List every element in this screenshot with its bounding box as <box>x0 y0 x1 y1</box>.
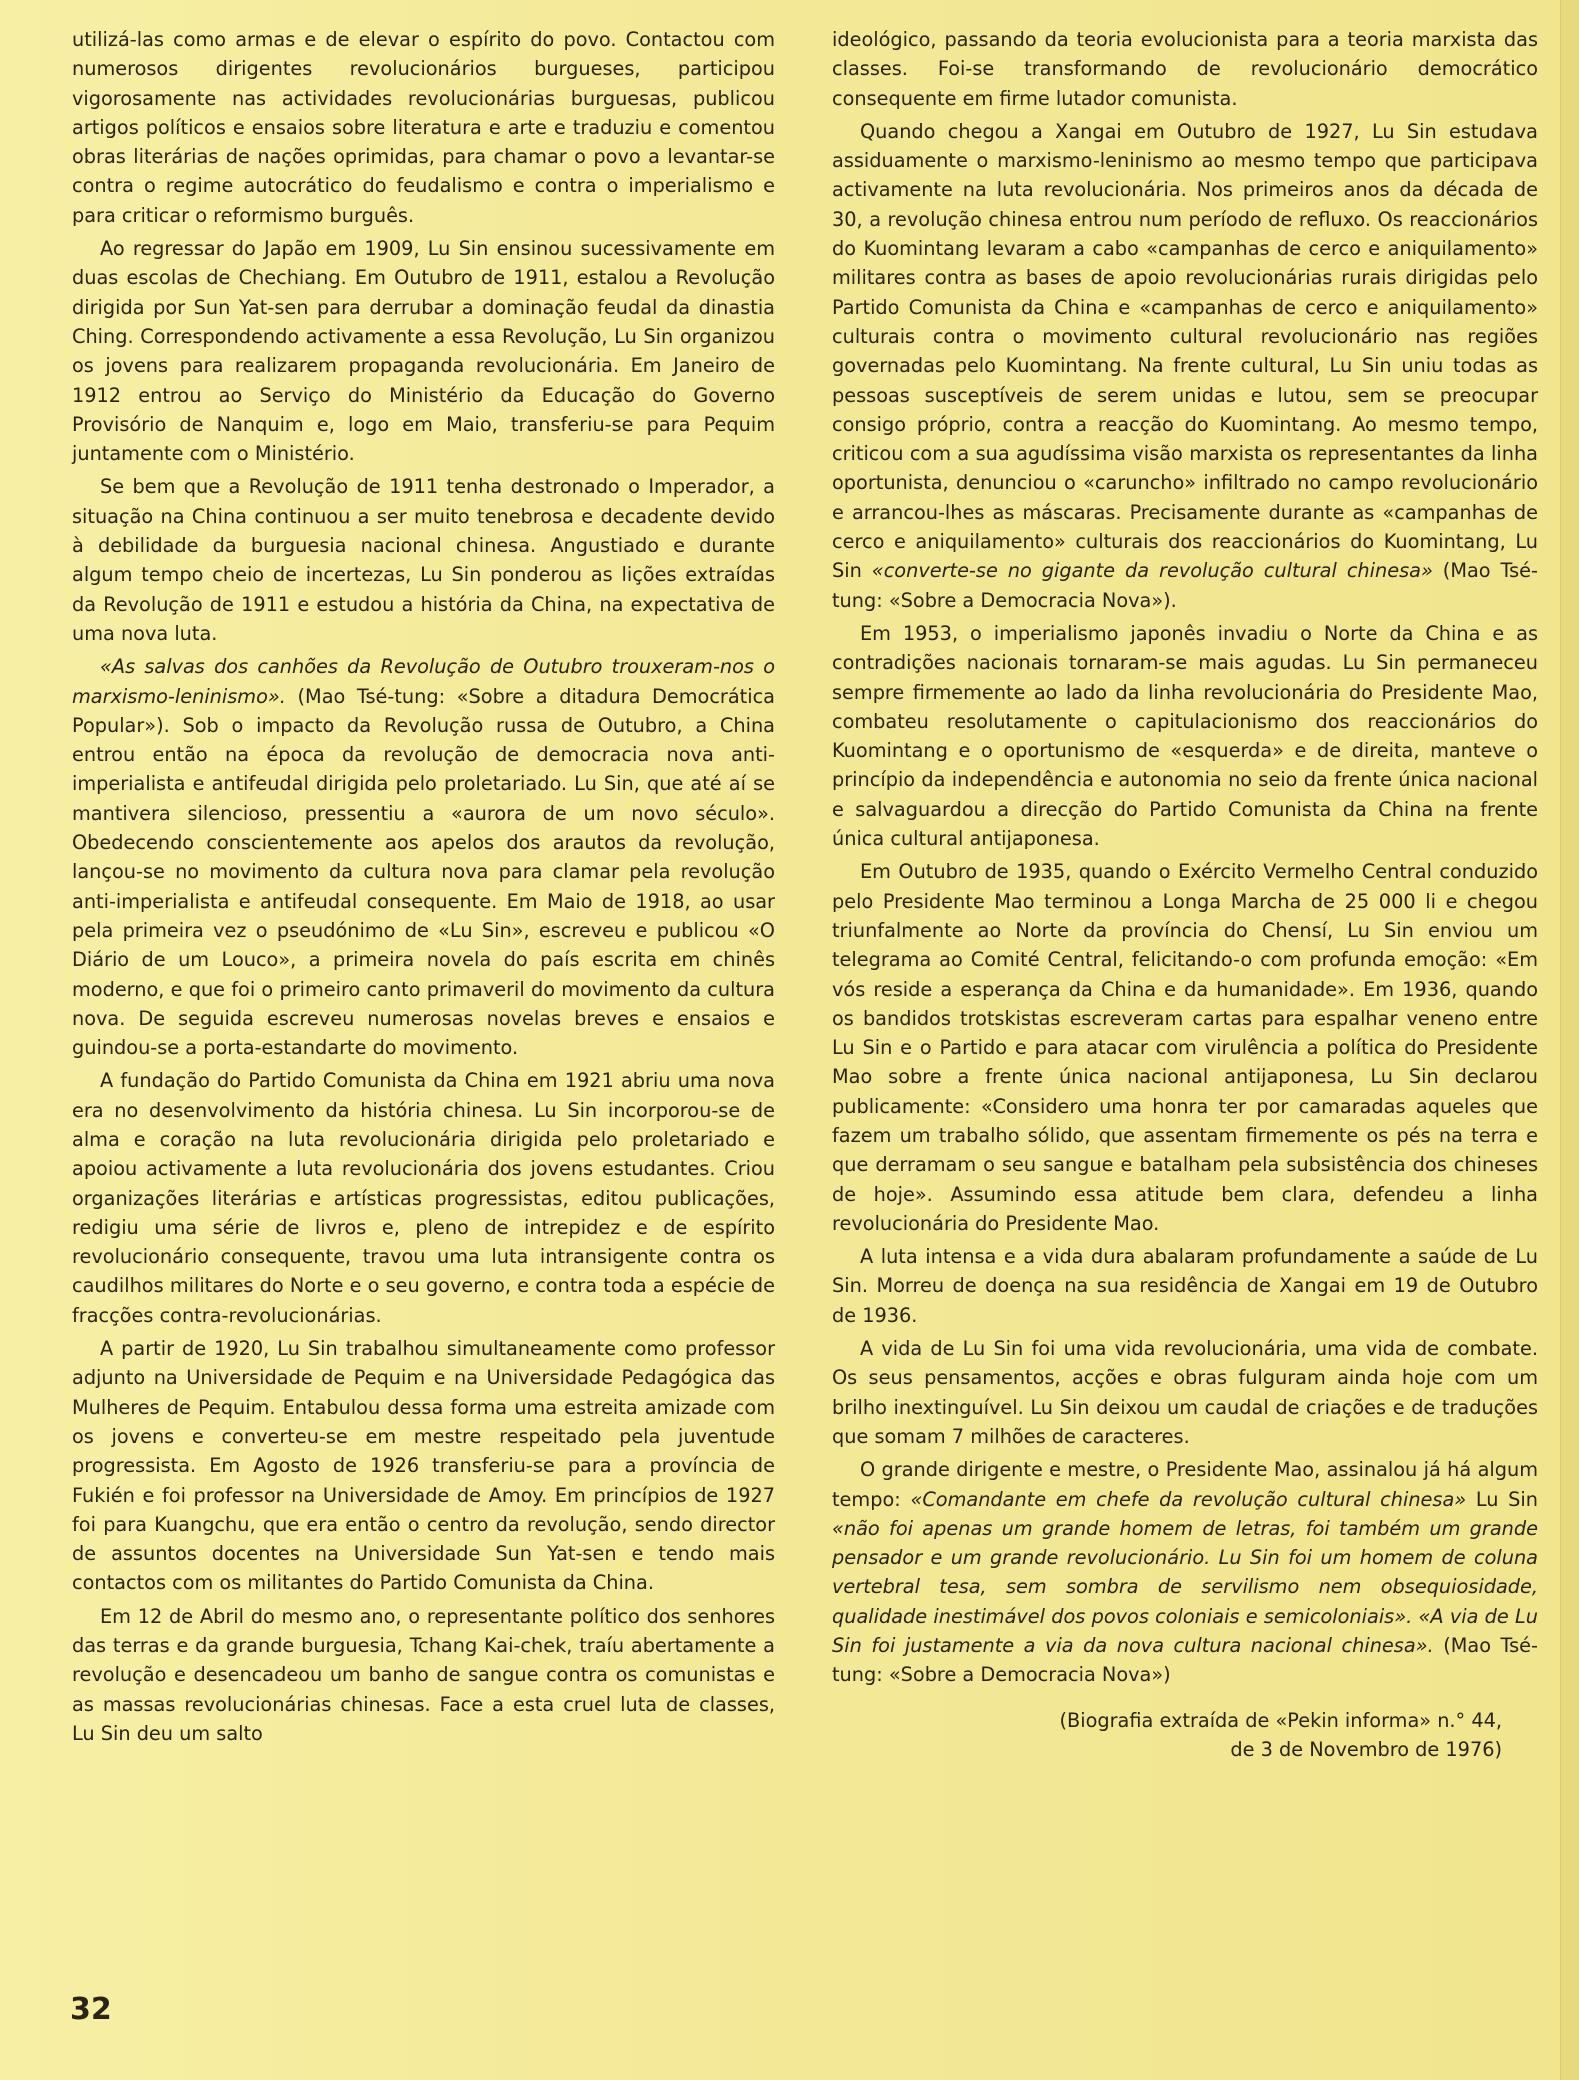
quotation: «As salvas dos canhões da Revolução de Outubro trouxeram-nos o marxismo-leninismo». <box>72 655 775 708</box>
paragraph: ideológico, passando da teoria evolucionista para a teoria marxista das classes. Foi-se transformando de revolucionário democrático consequente em firme lutador comunista. <box>832 28 1538 110</box>
paragraph: «As salvas dos canhões da Revolução de Outubro trouxeram-nos o marxismo-leninismo». (Mao Tsé-tung: «Sobre a ditadura Democrática Popular»). Sob o impacto da Revolução russa de Outubro, a China entrou então na época da revolução de democracia nova anti-imperialista e antifeudal dirigida pelo proletariado. Lu Sin, que até aí se mantivera silencioso, pressentiu a «aurora de um novo século». Obedecendo conscientemente aos apelos dos arautos da revolução, lançou-se no movimento da cultura nova para clamar pela revolução anti-imperialista e antifeudal consequente. Em Maio de 1918, ao usar pela primeira vez o pseudónimo de «Lu Sin», escreveu e publicou «O Diário de um Louco», a primeira novela do país escrita em chinês moderno, e que foi o primeiro canto primaveril do movimento da cultura nova. De seguida escreveu numerosas novelas breves e ensaios e guindou-se a porta-estandarte do movimento. <box>72 655 775 1060</box>
paragraph: Em 1953, o imperialismo japonês invadiu o Norte da China e as contradições nacionais tornaram-se mais agudas. Lu Sin permaneceu sempre firmemente ao lado da linha revolucionária do Presidente Mao, combateu resolutamente o capitulacionismo dos reaccionários do Kuomintang e o oportunismo de «esquerda» e de direita, manteve o princípio da independência e autonomia no seio da frente única nacional e salvaguardou a direcção do Partido Comunista da China na frente única cultural antijaponesa. <box>832 621 1538 851</box>
quotation: «converte-se no gigante da revolução cultural chinesa» <box>871 559 1433 583</box>
right-column <box>832 25 1538 1764</box>
paragraph: Em Outubro de 1935, quando o Exército Vermelho Central conduzido pelo Presidente Mao terminou a Longa Marcha de 25 000 li e chegou triunfalmente ao Norte da província do Chensí, Lu Sin enviou um telegrama ao Comité Central, felicitando-o com profunda emoção: «Em vós reside a esperança da China e da humanidade». Em 1936, quando os bandidos trotskistas escreveram cartas para espalhar veneno entre Lu Sin e o Partido e para atacar com virulência a política do Presidente Mao sobre a frente única nacional antijaponesa, Lu Sin declarou publicamente: «Considero uma honra ter por camaradas aqueles que fazem um trabalho sólido, que assentam firmemente os pés na terra e que derramam o seu sangue e batalham pela subsistência dos chineses de hoje». Assumindo essa atitude bem clara, defendeu a linha revolucionária do Presidente Mao. <box>832 860 1538 1235</box>
page-number: 32 <box>70 1992 112 2027</box>
paragraph: Em 12 de Abril do mesmo ano, o representante político dos senhores das terras e da grande burguesia, Tchang Kai-chek, traíu abertamente a revolução e desencadeou um banho de sangue contra os comunistas e as massas revolucionárias chinesas. Face a esta cruel luta de classes, Lu Sin deu um salto <box>72 1604 775 1745</box>
paragraph: O grande dirigente e mestre, o Presidente Mao, assinalou já há algum tempo: «Comandante em chefe da revolução cultural chinesa» Lu Sin «não foi apenas um grande homem de letras, foi também um grande pensador e um grande revolucionário. Lu Sin foi um homem de coluna vertebral tesa, sem sombra de servilismo nem obsequiosidade, qualidade inestimável dos povos coloniais e semicoloniais». «A via de Lu Sin foi justamente a via da nova cultura nacional chinesa». (Mao Tsé-tung: «Sobre a Democracia Nova») <box>832 1458 1538 1687</box>
source-credit: (Biografia extraída de «Pekin informa» n.° 44, de 3 de Novembro de 1976) <box>1059 1708 1502 1761</box>
quotation: «não foi apenas um grande homem de letras, foi também um grande pensador e um grande revolucionário. Lu Sin foi um homem de coluna vertebral tesa, sem sombra de servilismo nem obsequiosidade, qualidade inestimável dos povos coloniais e semicoloniais». «A via de Lu Sin foi justamente a via da nova cultura nacional chinesa». <box>832 1516 1538 1658</box>
paragraph: A partir de 1920, Lu Sin trabalhou simultaneamente como professor adjunto na Universidade de Pequim e na Universidade Pedagógica das Mulheres de Pequim. Entabulou dessa forma uma estreita amizade com os jovens e converteu-se em mestre respeitado pela juventude progressista. Em Agosto de 1926 transferiu-se para a província de Fukién e foi professor na Universidade de Amoy. Em princípios de 1927 foi para Kuangchu, que era então o centro da revolução, sendo director de assuntos docentes na Universidade Sun Yat-sen e tendo mais contactos com os militantes do Partido Comunista da China. <box>72 1337 775 1595</box>
paragraph: A vida de Lu Sin foi uma vida revolucionária, uma vida de combate. Os seus pensamentos, acções e obras fulguram ainda hoje com um brilho inextinguível. Lu Sin deixou um caudal de criações e de traduções que somam 7 milhões de caracteres. <box>832 1337 1538 1448</box>
paragraph: Quando chegou a Xangai em Outubro de 1927, Lu Sin estudava assiduamente o marxismo-leninismo ao mesmo tempo que participava activamente na luta revolucionária. Nos primeiros anos da década de 30, a revolução chinesa entrou num período de refluxo. Os reaccionários do Kuomintang levaram a cabo «campanhas de cerco e aniquilamento» militares contra as bases de apoio revolucionárias rurais dirigidas pelo Partido Comunista da China e «campanhas de cerco e aniquilamento» culturais contra o movimento cultural revolucionário nas regiões governadas pelo Kuomintang. Na frente cultural, Lu Sin uniu todas as pessoas susceptíveis de serem unidas e lutou, sem se preocupar consigo próprio, contra a reacção do Kuomintang. Ao mesmo tempo, criticou com a sua agudíssima visão marxista os representantes da linha oportunista, denunciou o «caruncho» infiltrado no campo revolucionário e arrancou-lhes as máscaras. Precisamente durante as «campanhas de cerco e aniquilamento» culturais dos reaccionários do Kuomintang, Lu Sin «converte-se no gigante da revolução cultural chinesa» (Mao Tsé-tung: «Sobre a Democracia Nova»). <box>832 119 1538 612</box>
paragraph: Ao regressar do Japão em 1909, Lu Sin ensinou sucessivamente em duas escolas de Chechiang. Em Outubro de 1911, estalou a Revolução dirigida por Sun Yat-sen para derrubar a dominação feudal da dinastia Ching. Correspondendo activamente a essa Revolução, Lu Sin organizou os jovens para realizarem propaganda revolucionária. Em Janeiro de 1912 entrou ao Serviço do Ministério da Educação do Governo Provisório de Nanquim e, logo em Maio, transferiu-se para Pequim juntamente com o Ministério. <box>72 237 775 466</box>
page-edge <box>1560 0 1579 2080</box>
paragraph: utilizá-las como armas e de elevar o espírito do povo. Contactou com numerosos dirigentes revolucionários burgueses, participou vigorosamente nas actividades revolucionárias burguesas, publicou artigos políticos e ensaios sobre literatura e arte e traduziu e comentou obras literárias de nações oprimidas, para chamar o povo a levantar-se contra o regime autocrático do feudalismo e contra o imperialismo e para criticar o reformismo burguês. <box>72 28 775 227</box>
left-column <box>72 25 775 1748</box>
quotation: «Comandante em chefe da revolução cultural chinesa» <box>910 1487 1467 1511</box>
paragraph: A luta intensa e a vida dura abalaram profundamente a saúde de Lu Sin. Morreu de doença na sua residência de Xangai em 19 de Outubro de 1936. <box>832 1245 1538 1327</box>
paragraph: Se bem que a Revolução de 1911 tenha destronado o Imperador, a situação na China continuou a ser muito tenebrosa e decadente devido à debilidade da burguesia nacional chinesa. Angustiado e durante algum tempo cheio de incertezas, Lu Sin ponderou as lições extraídas da Revolução de 1911 e estudou a história da China, na expectativa de uma nova luta. <box>72 475 775 645</box>
paragraph: A fundação do Partido Comunista da China em 1921 abriu uma nova era no desenvolvimento da história chinesa. Lu Sin incorporou-se de alma e coração na luta revolucionária dirigida pelo proletariado e apoiou activamente a luta revolucionária dos jovens estudantes. Criou organizações literárias e artísticas progressistas, editou publicações, redigiu uma série de livros e, pleno de intrepidez e de espírito revolucionário consequente, travou uma luta intransigente contra os caudilhos militares do Norte e o seu governo, e contra toda a espécie de fracções contra-revolucionárias. <box>72 1069 775 1327</box>
